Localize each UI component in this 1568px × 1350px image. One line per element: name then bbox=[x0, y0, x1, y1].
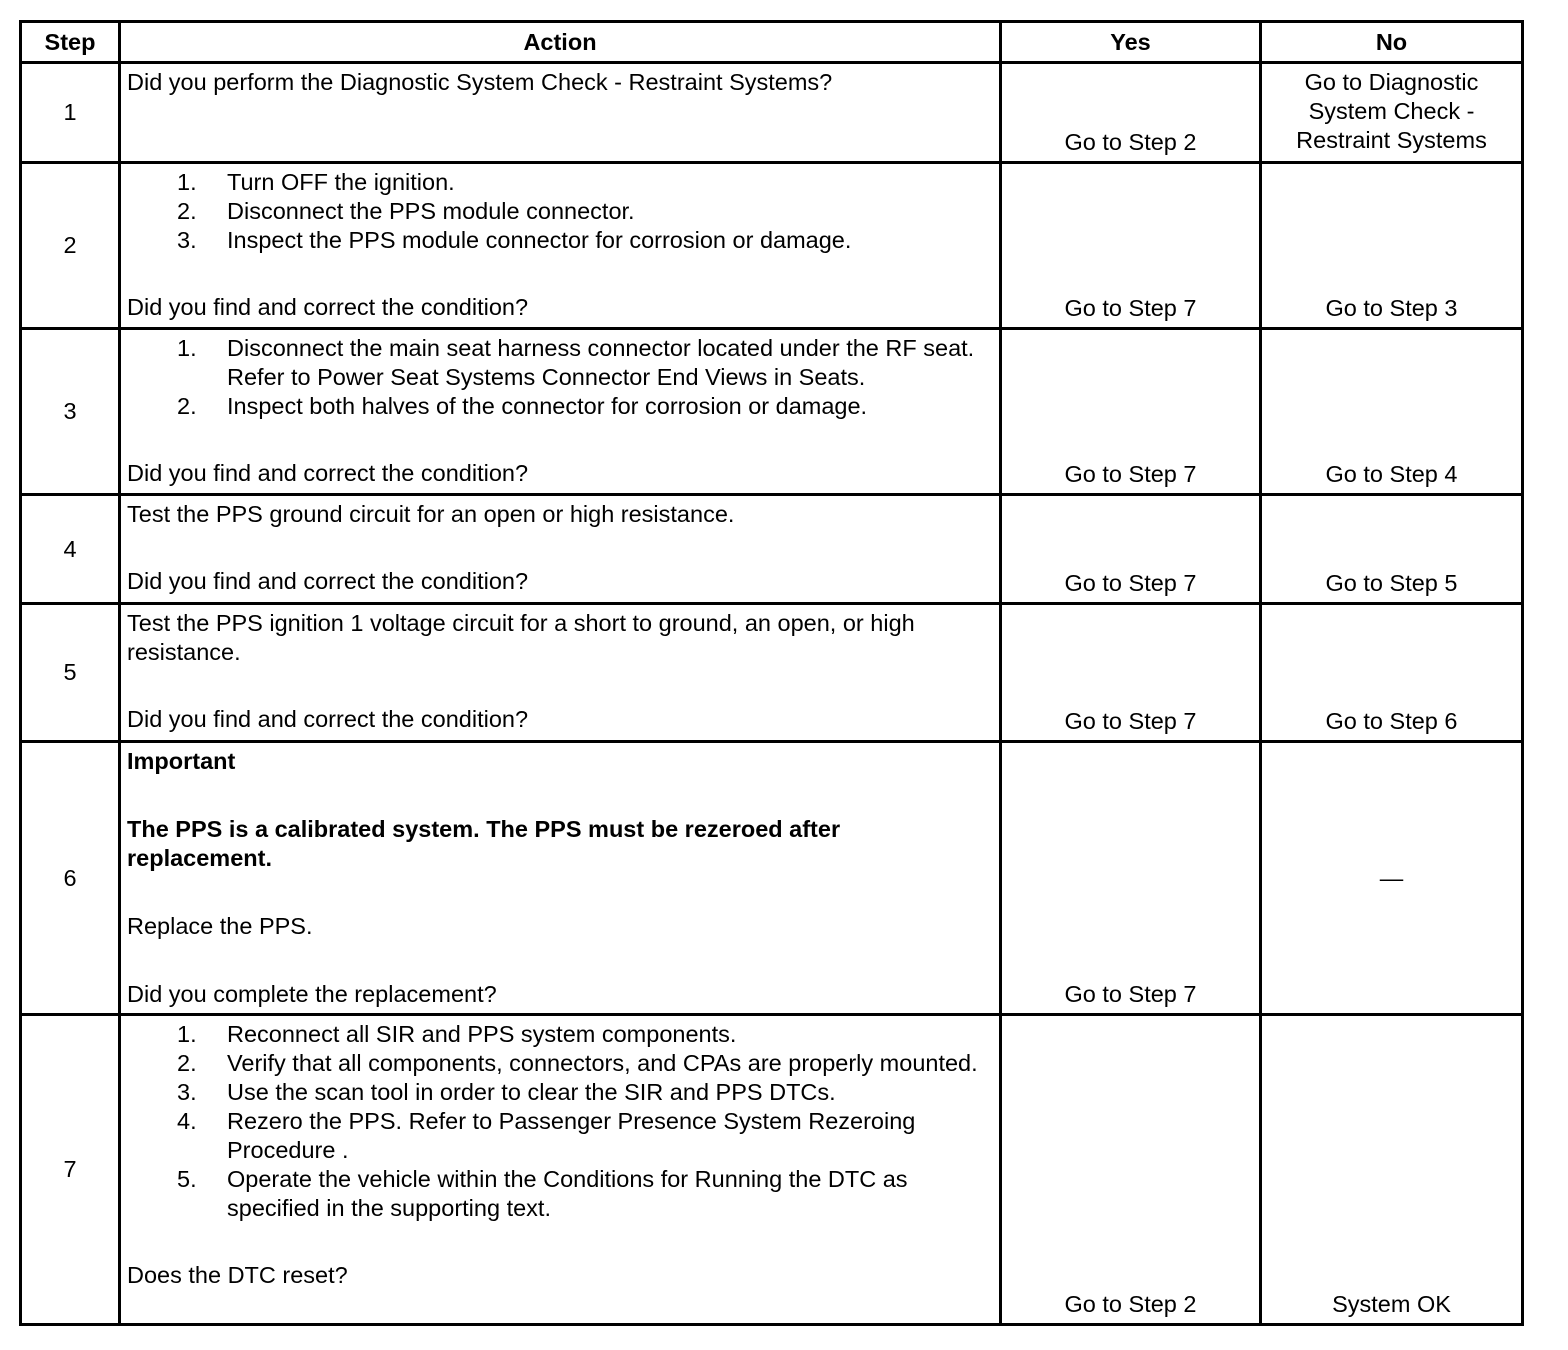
important-text: The PPS is a calibrated system. The PPS must be rezeroed after replacement. bbox=[127, 816, 841, 871]
table-row bbox=[21, 329, 1523, 495]
item-text: Disconnect the PPS module connector. bbox=[227, 198, 635, 224]
table-row bbox=[21, 495, 1523, 604]
step-number: 3 bbox=[21, 329, 120, 495]
item-text: Turn OFF the ignition. bbox=[227, 169, 455, 195]
action-text: Did you perform the Diagnostic System Check - Restraint Systems? bbox=[127, 69, 833, 95]
no-cell: System OK bbox=[1261, 1015, 1523, 1325]
item-number: 2. bbox=[177, 393, 197, 419]
table-row bbox=[21, 742, 1523, 1015]
item-text: Verify that all components, connectors, and CPAs are properly mounted. bbox=[227, 1050, 978, 1076]
list-item bbox=[177, 392, 993, 421]
header-action: Action bbox=[120, 22, 1001, 63]
table-row bbox=[21, 163, 1523, 329]
no-cell: — bbox=[1261, 742, 1523, 1015]
action-cell bbox=[120, 63, 1001, 163]
question-text: Did you complete the replacement? bbox=[127, 981, 497, 1007]
action-cell bbox=[120, 1015, 1001, 1325]
no-cell: Go to Step 5 bbox=[1261, 495, 1523, 604]
item-text: Use the scan tool in order to clear the SIR and PPS DTCs. bbox=[227, 1079, 836, 1105]
step-number: 5 bbox=[21, 604, 120, 742]
question-text: Did you find and correct the condition? bbox=[127, 568, 529, 594]
table-row bbox=[21, 604, 1523, 742]
question-text: Did you find and correct the condition? bbox=[127, 294, 529, 320]
list-item bbox=[177, 197, 993, 226]
item-number: 3. bbox=[177, 227, 197, 253]
action-cell bbox=[120, 163, 1001, 329]
item-number: 1. bbox=[177, 169, 197, 195]
no-cell: Go to Step 4 bbox=[1261, 329, 1523, 495]
list-item bbox=[177, 1078, 993, 1107]
item-text: Rezero the PPS. Refer to Passenger Presence System Rezeroing Procedure . bbox=[227, 1108, 916, 1163]
step-number: 2 bbox=[21, 163, 120, 329]
list-item bbox=[177, 226, 993, 255]
action-text: Test the PPS ground circuit for an open or high resistance. bbox=[127, 501, 735, 527]
no-cell: Go to Step 3 bbox=[1261, 163, 1523, 329]
question-text: Did you find and correct the condition? bbox=[127, 460, 529, 486]
item-number: 1. bbox=[177, 1021, 197, 1047]
yes-cell: Go to Step 7 bbox=[1001, 329, 1261, 495]
action-cell bbox=[120, 329, 1001, 495]
yes-cell: Go to Step 2 bbox=[1001, 1015, 1261, 1325]
no-cell: Go to Step 6 bbox=[1261, 604, 1523, 742]
yes-cell: Go to Step 7 bbox=[1001, 163, 1261, 329]
instruction-list bbox=[127, 1020, 993, 1223]
list-item bbox=[177, 1020, 993, 1049]
item-text: Inspect both halves of the connector for corrosion or damage. bbox=[227, 393, 868, 419]
table-row bbox=[21, 63, 1523, 163]
important-label: Important bbox=[127, 748, 236, 774]
step-number: 1 bbox=[21, 63, 120, 163]
yes-cell: Go to Step 7 bbox=[1001, 742, 1261, 1015]
instruction-list bbox=[127, 168, 993, 255]
item-text: Reconnect all SIR and PPS system components. bbox=[227, 1021, 737, 1047]
table-row bbox=[21, 1015, 1523, 1325]
action-text: Test the PPS ignition 1 voltage circuit for a short to ground, an open, or high resistance. bbox=[127, 610, 915, 665]
item-number: 3. bbox=[177, 1079, 197, 1105]
item-number: 1. bbox=[177, 335, 197, 361]
question-text: Did you find and correct the condition? bbox=[127, 706, 529, 732]
yes-cell: Go to Step 7 bbox=[1001, 604, 1261, 742]
action-cell bbox=[120, 604, 1001, 742]
list-item bbox=[177, 334, 993, 392]
no-cell bbox=[1261, 63, 1523, 163]
item-number: 5. bbox=[177, 1166, 197, 1192]
action-cell bbox=[120, 742, 1001, 1015]
step-number: 4 bbox=[21, 495, 120, 604]
item-text: Inspect the PPS module connector for corrosion or damage. bbox=[227, 227, 852, 253]
list-item bbox=[177, 1049, 993, 1078]
yes-cell: Go to Step 2 bbox=[1001, 63, 1261, 163]
action-text: Replace the PPS. bbox=[127, 913, 313, 939]
header-row bbox=[21, 22, 1523, 63]
step-number: 6 bbox=[21, 742, 120, 1015]
action-cell bbox=[120, 495, 1001, 604]
header-step: Step bbox=[21, 22, 120, 63]
item-text: Operate the vehicle within the Conditions for Running the DTC as specified in the supporting text. bbox=[227, 1166, 908, 1221]
question-text: Does the DTC reset? bbox=[127, 1262, 348, 1288]
diagnostic-table bbox=[19, 20, 1524, 1326]
list-item bbox=[177, 1107, 993, 1165]
list-item bbox=[177, 1165, 993, 1223]
instruction-list bbox=[127, 334, 993, 421]
header-no: No bbox=[1261, 22, 1523, 63]
item-number: 4. bbox=[177, 1108, 197, 1134]
item-number: 2. bbox=[177, 1050, 197, 1076]
item-number: 2. bbox=[177, 198, 197, 224]
header-yes: Yes bbox=[1001, 22, 1261, 63]
no-text: Go to Diagnostic System Check - Restraint Systems bbox=[1296, 69, 1487, 153]
item-text: Disconnect the main seat harness connector located under the RF seat. Refer to Power Seat Systems Connector End Views in Seats. bbox=[227, 335, 975, 390]
step-number: 7 bbox=[21, 1015, 120, 1325]
list-item bbox=[177, 168, 993, 197]
yes-cell: Go to Step 7 bbox=[1001, 495, 1261, 604]
